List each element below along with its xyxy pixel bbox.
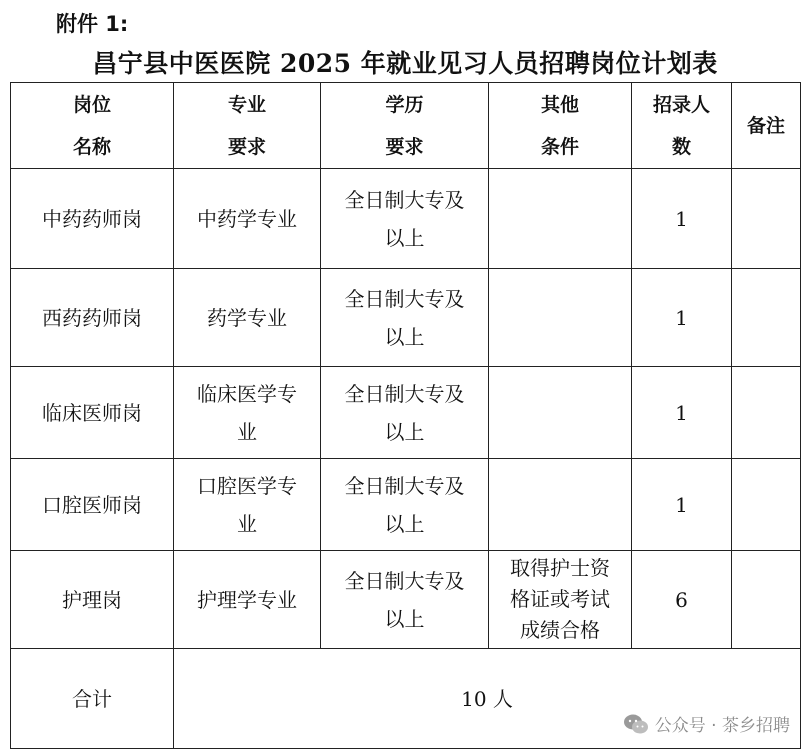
cell-major: 药学专业 (174, 269, 321, 367)
header-recruit-count: 招录人 数 (632, 83, 732, 169)
cell-education: 全日制大专及 以上 (321, 169, 489, 269)
cell-remark (732, 367, 801, 459)
wechat-icon (623, 713, 649, 735)
total-label: 合计 (11, 649, 174, 749)
cell-education: 全日制大专及 以上 (321, 459, 489, 551)
cell-major: 口腔医学专 业 (174, 459, 321, 551)
table-header-row (11, 83, 801, 169)
cell-other (489, 367, 632, 459)
cell-major: 中药学专业 (174, 169, 321, 269)
cell-count: 1 (632, 459, 732, 551)
total-value: 10 人 (174, 649, 801, 749)
table-row (11, 367, 801, 459)
header-major-requirement: 专业 要求 (174, 83, 321, 169)
document-title: 昌宁县中医医院 2025 年就业见习人员招聘岗位计划表 (92, 49, 718, 78)
cell-other: 取得护士资 格证或考试 成绩合格 (489, 551, 632, 649)
cell-education: 全日制大专及 以上 (321, 551, 489, 649)
table-row (11, 269, 801, 367)
cell-remark (732, 269, 801, 367)
header-remarks: 备注 (732, 83, 801, 169)
recruitment-plan-table (10, 82, 801, 749)
table-row (11, 169, 801, 269)
cell-position: 护理岗 (11, 551, 174, 649)
watermark (619, 709, 794, 738)
table-row (11, 459, 801, 551)
cell-position: 中药药师岗 (11, 169, 174, 269)
watermark-text: 公众号 · 茶乡招聘 (654, 716, 790, 736)
cell-position: 口腔医师岗 (11, 459, 174, 551)
cell-other (489, 269, 632, 367)
cell-position: 临床医师岗 (11, 367, 174, 459)
attachment-label: 附件 1: (56, 12, 129, 36)
cell-remark (732, 169, 801, 269)
cell-other (489, 459, 632, 551)
cell-count: 1 (632, 169, 732, 269)
header-education-requirement: 学历 要求 (321, 83, 489, 169)
header-other-conditions: 其他 条件 (489, 83, 632, 169)
cell-education: 全日制大专及 以上 (321, 269, 489, 367)
cell-count: 6 (632, 551, 732, 649)
cell-position: 西药药师岗 (11, 269, 174, 367)
cell-count: 1 (632, 367, 732, 459)
cell-count: 1 (632, 269, 732, 367)
cell-remark (732, 551, 801, 649)
header-position-name: 岗位 名称 (11, 83, 174, 169)
cell-major: 临床医学专 业 (174, 367, 321, 459)
cell-remark (732, 459, 801, 551)
cell-education: 全日制大专及 以上 (321, 367, 489, 459)
table-row (11, 551, 801, 649)
cell-other (489, 169, 632, 269)
cell-major: 护理学专业 (174, 551, 321, 649)
